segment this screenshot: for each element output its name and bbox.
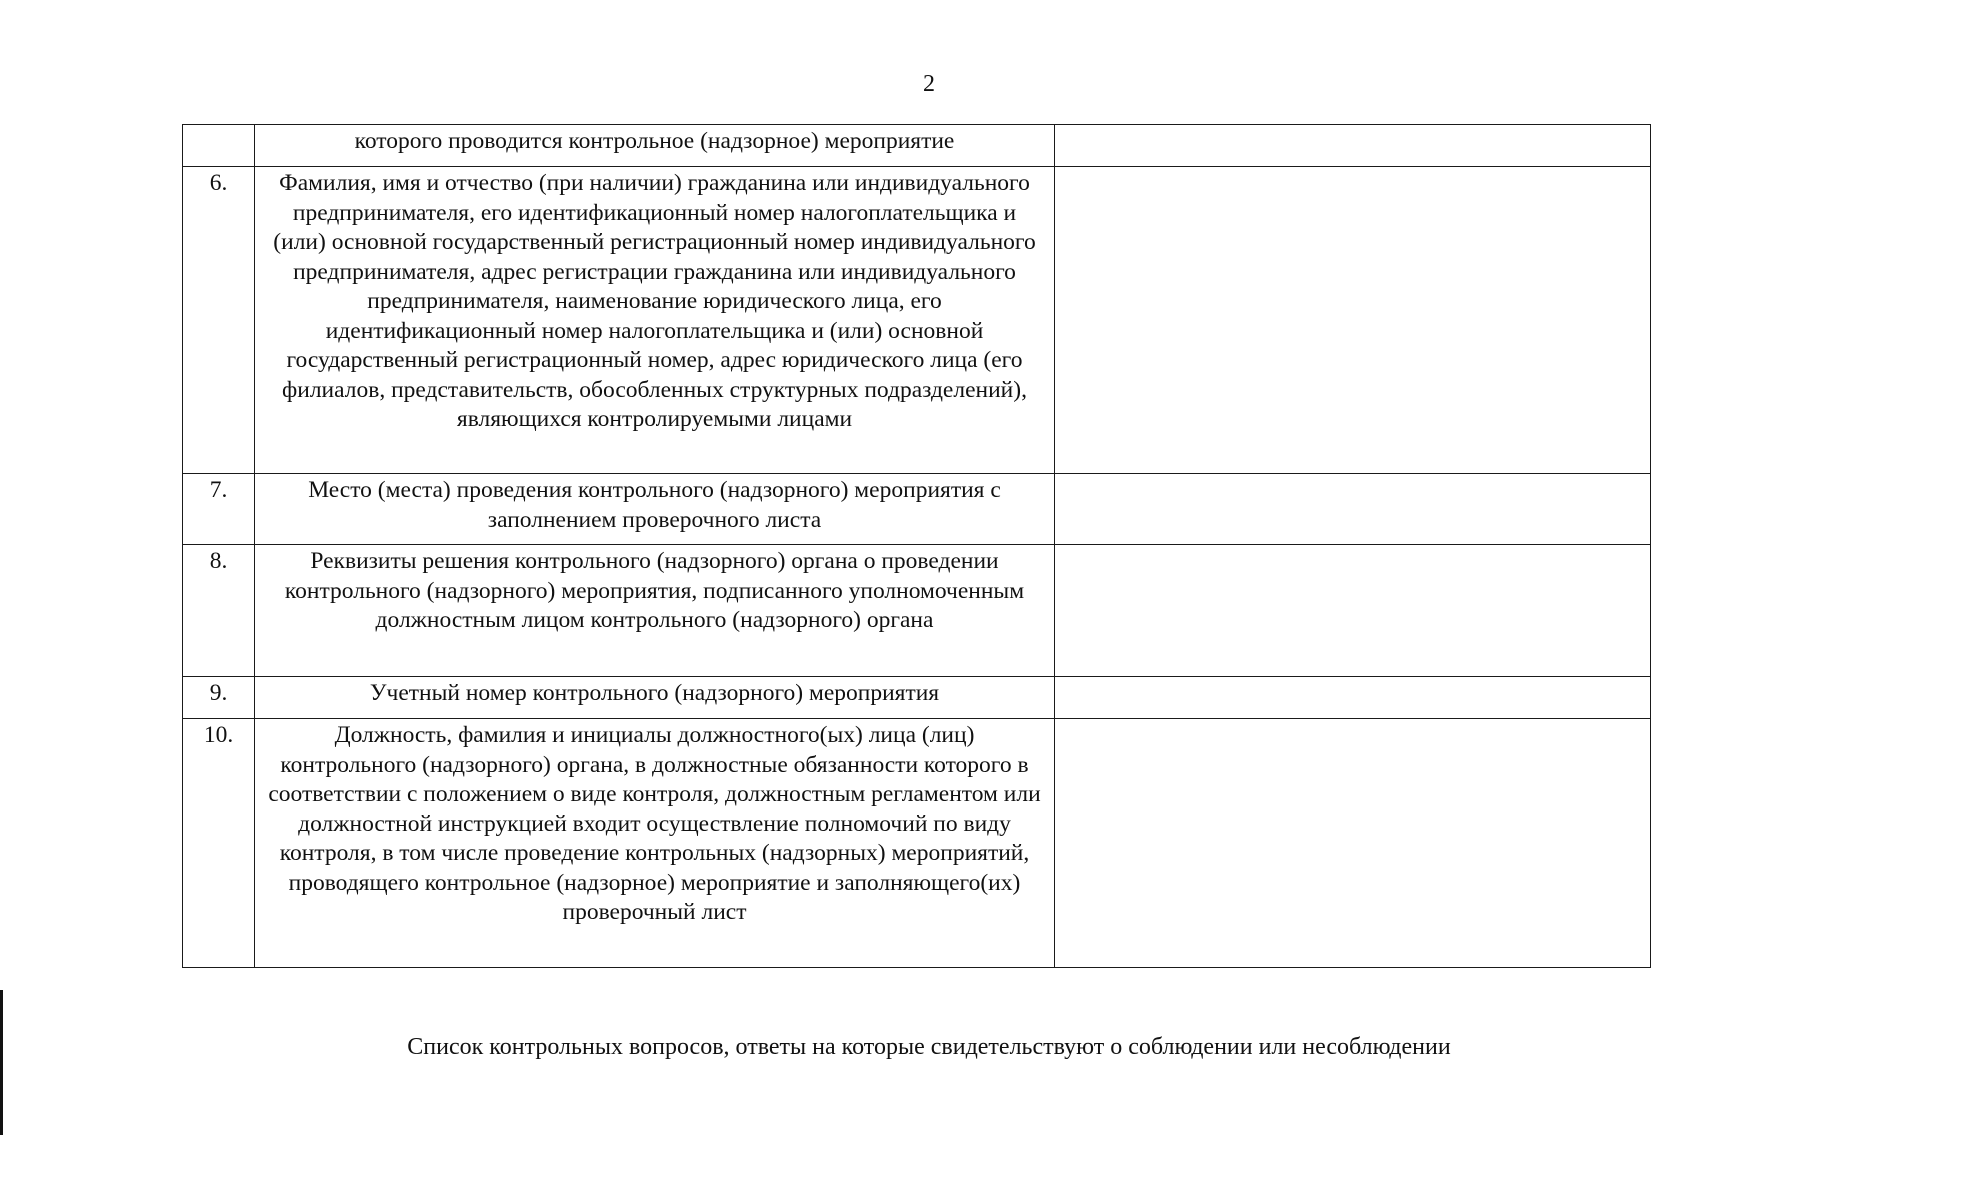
table-row bbox=[183, 545, 1651, 677]
checklist-table-wrapper bbox=[182, 124, 1650, 968]
row-number-cell bbox=[183, 125, 255, 167]
row-value-cell bbox=[1055, 125, 1651, 167]
row-description-cell: Учетный номер контрольного (надзорного) мероприятия bbox=[255, 677, 1055, 719]
row-description-cell: которого проводится контрольное (надзорное) мероприятие bbox=[255, 125, 1055, 167]
row-number-cell: 7. bbox=[183, 474, 255, 545]
row-number-cell: 10. bbox=[183, 719, 255, 968]
row-description-cell: Фамилия, имя и отчество (при наличии) гражданина или индивидуального предпринимателя, его идентификационный номер налогоплательщика и (или) основной государственный регистрационный номер индивидуального предпринимателя, адрес регистрации гражданина или индивидуального предпринимателя, наименование юридического лица, его идентификационный номер налогоплательщика и (или) основной государственный регистрационный номер, адрес юридического лица (его филиалов, представительств, обособленных структурных подразделений), являющихся контролируемыми лицами bbox=[255, 167, 1055, 474]
table-row bbox=[183, 474, 1651, 545]
page-number: 2 bbox=[923, 71, 935, 97]
row-number-cell: 8. bbox=[183, 545, 255, 677]
row-value-cell bbox=[1055, 719, 1651, 968]
checklist-info-table bbox=[182, 124, 1651, 968]
table-row bbox=[183, 167, 1651, 474]
row-number-cell: 6. bbox=[183, 167, 255, 474]
table-row bbox=[183, 719, 1651, 968]
row-number-cell: 9. bbox=[183, 677, 255, 719]
row-description-cell: Место (места) проведения контрольного (надзорного) мероприятия с заполнением проверочного листа bbox=[255, 474, 1055, 545]
row-value-cell bbox=[1055, 677, 1651, 719]
row-value-cell bbox=[1055, 545, 1651, 677]
row-value-cell bbox=[1055, 167, 1651, 474]
table-row bbox=[183, 125, 1651, 167]
row-description-cell: Должность, фамилия и инициалы должностного(ых) лица (лиц) контрольного (надзорного) органа, в должностные обязанности которого в соответствии с положением о виде контроля, должностным регламентом или должностной инструкцией входит осуществление полномочий по виду контроля, в том числе проведение контрольных (надзорных) мероприятий, проводящего контрольное (надзорное) мероприятие и заполняющего(их) проверочный лист bbox=[255, 719, 1055, 968]
table-row bbox=[183, 677, 1651, 719]
scan-edge-line bbox=[0, 990, 3, 1135]
row-value-cell bbox=[1055, 474, 1651, 545]
checklist-questions-heading: Список контрольных вопросов, ответы на которые свидетельствуют о соблюдении или несоблюдении bbox=[407, 1034, 1451, 1060]
row-description-cell: Реквизиты решения контрольного (надзорного) органа о проведении контрольного (надзорного) мероприятия, подписанного уполномоченным должностным лицом контрольного (надзорного) органа bbox=[255, 545, 1055, 677]
